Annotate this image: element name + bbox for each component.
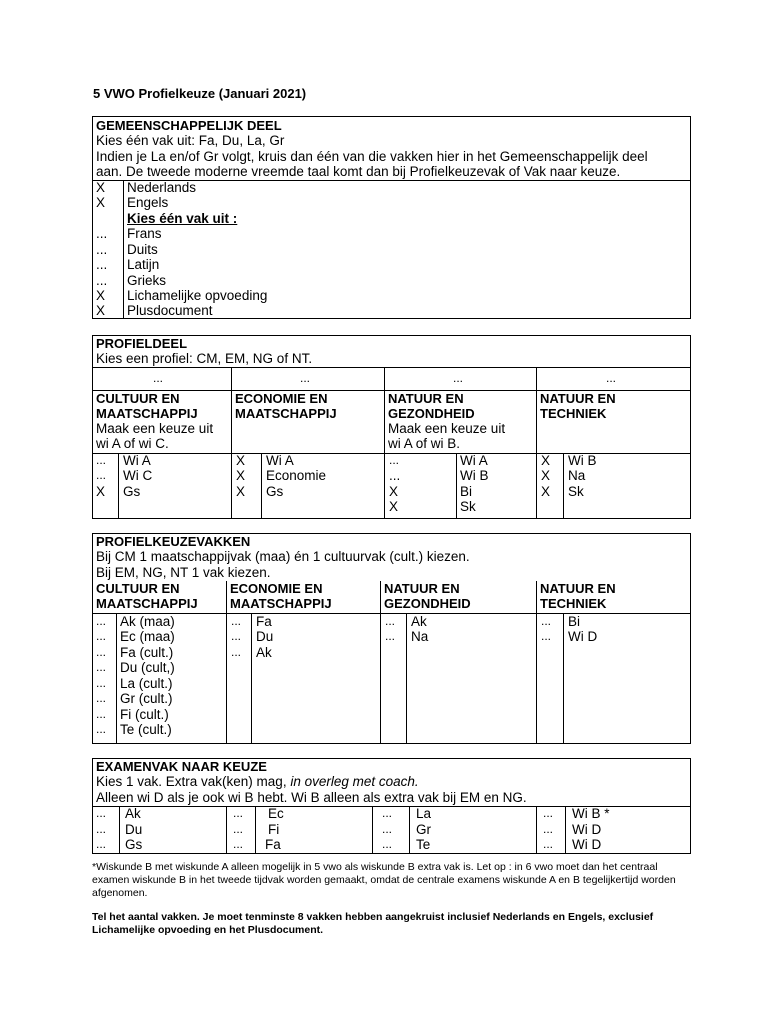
examenvak-section: [92, 758, 691, 854]
check-mark[interactable]: ...: [541, 614, 552, 628]
subject-label: Bi: [460, 484, 473, 499]
subject-label: Gs: [123, 484, 141, 499]
check-mark[interactable]: ...: [233, 806, 244, 820]
column-header: CULTUUR EN: [96, 581, 180, 596]
choose-one-label: Kies één vak uit :: [127, 211, 238, 226]
subject-label: Du: [256, 629, 274, 644]
column-header: GEZONDHEID: [384, 596, 471, 611]
subject-label: Fi: [268, 822, 280, 837]
subject-label: Na: [568, 468, 586, 483]
check-mark[interactable]: ...: [233, 822, 244, 836]
subject-label: Wi D: [568, 629, 598, 644]
check-mark[interactable]: ...: [96, 242, 108, 257]
check-mark[interactable]: ...: [385, 614, 396, 628]
check-mark[interactable]: ...: [543, 822, 554, 836]
profile-choice-marker[interactable]: ...: [153, 371, 164, 385]
column-header: NATUUR EN: [540, 391, 616, 406]
profile-choice-marker[interactable]: ...: [606, 371, 617, 385]
subject-label: Wi D: [572, 822, 602, 837]
check-mark[interactable]: X: [236, 468, 246, 483]
instruction-text: Kies 1 vak. Extra vak(ken) mag,: [96, 774, 291, 789]
section-header: GEMEENSCHAPPELIJK DEEL: [96, 118, 282, 133]
check-mark[interactable]: ...: [96, 453, 107, 467]
subject-label: Te: [416, 837, 431, 852]
subject-label: Ak: [125, 806, 141, 821]
closing-instruction: Tel het aantal vakken. Je moet tenminste 8 vakken hebben aangekruist inclusief Nederlands en Engels, exclusief Lichamelijke opvoeding en het Plusdocument.: [92, 911, 654, 936]
check-mark[interactable]: ...: [231, 629, 242, 643]
subject-label: Fa: [256, 614, 272, 629]
profieldeel-section: [92, 335, 691, 519]
column-header: ECONOMIE EN: [230, 581, 323, 596]
check-mark[interactable]: ...: [389, 453, 400, 467]
subject-label: Wi B: [460, 468, 489, 483]
subject-label: Ec (maa): [120, 629, 175, 644]
subject-label: Grieks: [127, 273, 167, 288]
column-header: MAATSCHAPPIJ: [96, 596, 198, 611]
check-mark[interactable]: ...: [389, 468, 401, 483]
column-note: wi A of wi B.: [388, 436, 461, 451]
subject-label: Sk: [568, 484, 584, 499]
check-mark[interactable]: ...: [96, 257, 108, 272]
check-mark[interactable]: ...: [385, 629, 396, 643]
check-mark[interactable]: ...: [96, 691, 107, 705]
subject-label: Latijn: [127, 257, 160, 272]
check-mark[interactable]: X: [236, 484, 246, 499]
instruction-emphasis: in overleg met coach.: [290, 774, 419, 789]
subject-label: La (cult.): [120, 676, 173, 691]
subject-label: Fa (cult.): [120, 645, 174, 660]
instruction-line: Bij CM 1 maatschappijvak (maa) én 1 cultuurvak (cult.) kiezen.: [96, 549, 470, 564]
subject-label: Duits: [127, 242, 158, 257]
profile-choice-marker[interactable]: ...: [300, 371, 311, 385]
instruction-line: [93, 774, 419, 790]
check-mark[interactable]: X: [541, 484, 551, 499]
subject-label: Engels: [127, 195, 169, 210]
check-mark[interactable]: ...: [96, 806, 107, 820]
subject-label: Wi C: [123, 468, 153, 483]
check-mark[interactable]: ...: [96, 660, 107, 674]
subject-label: Te (cult.): [120, 722, 172, 737]
instruction-line: Alleen wi D als je ook wi B hebt. Wi B alleen als extra vak bij EM en NG.: [96, 790, 527, 805]
section-header: PROFIELKEUZEVAKKEN: [96, 534, 251, 549]
subject-label: Wi B: [568, 453, 597, 468]
subject-label: Du (cult,): [120, 660, 175, 675]
column-header: MAATSCHAPPIJ: [96, 406, 198, 421]
check-mark[interactable]: ...: [96, 629, 107, 643]
check-mark[interactable]: ...: [231, 614, 242, 628]
section-header: EXAMENVAK NAAR KEUZE: [96, 759, 267, 774]
column-header: ECONOMIE EN: [235, 391, 328, 406]
check-mark[interactable]: ...: [96, 822, 107, 836]
subject-label: Ec: [268, 806, 284, 821]
subject-label: Plusdocument: [127, 303, 213, 318]
subject-label: Frans: [127, 226, 162, 241]
column-header: MAATSCHAPPIJ: [230, 596, 332, 611]
check-mark[interactable]: X: [541, 468, 551, 483]
check-mark[interactable]: ...: [96, 837, 107, 851]
gemeenschappelijk-section: [92, 116, 691, 319]
footnote: *Wiskunde B met wiskunde A alleen mogelijk in 5 vwo als wiskunde B extra vak is. Let op : in 6 vwo moet dan het centraal examen wiskunde B in het tweede tijdvak worden gemaakt, omdat de centrale examens wiskunde A en B tegelijkertijd worden afgenomen.: [92, 861, 676, 899]
check-mark[interactable]: X: [96, 288, 106, 303]
page-title: 5 VWO Profielkeuze (Januari 2021): [93, 86, 307, 101]
subject-label: Wi A: [123, 453, 151, 468]
check-mark[interactable]: ...: [543, 837, 554, 851]
column-header: TECHNIEK: [540, 406, 607, 421]
check-mark[interactable]: ...: [543, 806, 554, 820]
subject-label: Wi B *: [572, 806, 610, 821]
subject-label: Ak (maa): [120, 614, 175, 629]
subject-label: Gs: [125, 837, 143, 852]
subject-label: Wi A: [266, 453, 294, 468]
column-note: Maak een keuze uit: [96, 421, 214, 436]
profile-choice-marker[interactable]: ...: [453, 371, 464, 385]
profielkeuze-section: [92, 533, 691, 744]
check-mark[interactable]: ...: [96, 273, 108, 288]
check-mark[interactable]: X: [389, 499, 399, 514]
check-mark[interactable]: ...: [96, 707, 107, 721]
check-mark[interactable]: ...: [233, 837, 244, 851]
subject-label: Na: [411, 629, 429, 644]
check-mark[interactable]: ...: [96, 676, 107, 690]
subject-label: Gs: [266, 484, 284, 499]
column-header: NATUUR EN: [388, 391, 464, 406]
subject-label: Bi: [568, 614, 581, 629]
check-mark[interactable]: X: [541, 453, 551, 468]
check-mark[interactable]: X: [236, 453, 246, 468]
subject-label: Wi D: [572, 837, 602, 852]
subject-label: Gr (cult.): [120, 691, 173, 706]
instruction-line: aan. De tweede moderne vreemde taal komt dan bij Profielkeuzevak of Vak naar keuze.: [96, 164, 621, 179]
check-mark[interactable]: ...: [96, 645, 107, 659]
subject-label: Fi (cult.): [120, 707, 169, 722]
subject-label: La: [416, 806, 432, 821]
subject-label: Economie: [266, 468, 327, 483]
column-header: NATUUR EN: [384, 581, 460, 596]
subject-label: Ak: [256, 645, 272, 660]
check-mark[interactable]: X: [389, 484, 399, 499]
check-mark[interactable]: ...: [382, 806, 393, 820]
check-mark[interactable]: ...: [96, 722, 107, 736]
instruction-line: Bij EM, NG, NT 1 vak kiezen.: [96, 565, 271, 580]
column-note: Maak een keuze uit: [388, 421, 506, 436]
check-mark[interactable]: X: [96, 303, 106, 318]
check-mark[interactable]: X: [96, 180, 106, 195]
column-header: MAATSCHAPPIJ: [235, 406, 337, 421]
check-mark[interactable]: ...: [541, 629, 552, 643]
subject-label: Ak: [411, 614, 427, 629]
column-header: GEZONDHEID: [388, 406, 475, 421]
instruction-line: Kies een profiel: CM, EM, NG of NT.: [96, 351, 313, 366]
subject-label: Lichamelijke opvoeding: [127, 288, 268, 303]
subject-label: Wi A: [460, 453, 488, 468]
section-header: PROFIELDEEL: [96, 336, 188, 351]
subject-label: Du: [125, 822, 143, 837]
column-note: wi A of wi C.: [96, 436, 169, 451]
column-header: TECHNIEK: [540, 596, 607, 611]
subject-label: Fa: [265, 837, 281, 852]
subject-label: Nederlands: [127, 180, 197, 195]
column-header: NATUUR EN: [540, 581, 616, 596]
check-mark[interactable]: ...: [231, 645, 242, 659]
subject-label: Sk: [460, 499, 476, 514]
instruction-line: Indien je La en/of Gr volgt, kruis dan één van die vakken hier in het Gemeenschappelijk deel: [96, 149, 648, 164]
check-mark[interactable]: X: [96, 195, 106, 210]
check-mark[interactable]: ...: [382, 837, 393, 851]
subject-label: Gr: [416, 822, 431, 837]
column-header: CULTUUR EN: [96, 391, 180, 406]
check-mark[interactable]: X: [96, 484, 106, 499]
check-mark[interactable]: ...: [96, 226, 108, 241]
check-mark[interactable]: ...: [96, 468, 107, 482]
check-mark[interactable]: ...: [382, 822, 393, 836]
check-mark[interactable]: ...: [96, 614, 107, 628]
instruction-line: Kies één vak uit: Fa, Du, La, Gr: [96, 133, 285, 148]
